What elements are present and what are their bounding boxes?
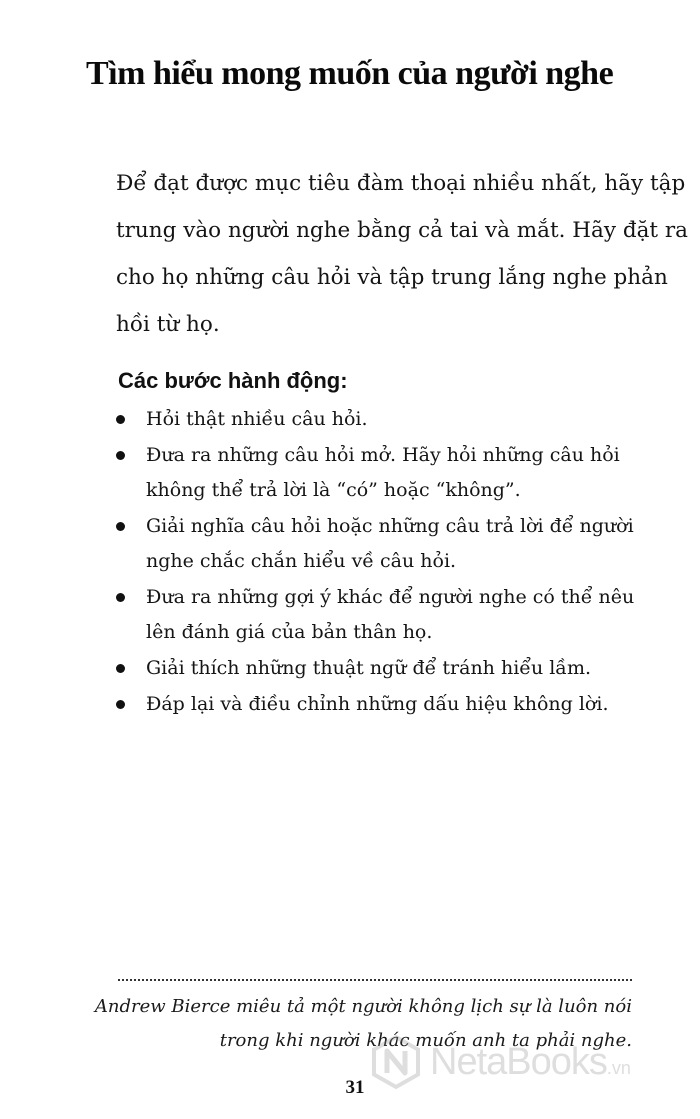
watermark bbox=[368, 1034, 631, 1090]
intro-paragraph bbox=[116, 160, 688, 348]
step-text: Đưa ra những gợi ý khác để người nghe có thể nêu bbox=[146, 586, 635, 608]
action-step bbox=[112, 651, 652, 686]
bullet-icon bbox=[116, 700, 125, 709]
action-step bbox=[112, 402, 652, 437]
intro-line: hồi từ họ. bbox=[116, 312, 220, 337]
watermark-brand-suffix: .vn bbox=[606, 1057, 631, 1078]
intro-line: Để đạt được mục tiêu đàm thoại nhiều nhất, hãy tập bbox=[116, 171, 686, 196]
step-text: Hỏi thật nhiều câu hỏi. bbox=[146, 408, 368, 430]
step-text: Đáp lại và điều chỉnh những dấu hiệu không lời. bbox=[146, 693, 609, 715]
bullet-icon bbox=[116, 593, 125, 602]
step-text: nghe chắc chắn hiểu về câu hỏi. bbox=[146, 550, 457, 572]
page-title: Tìm hiểu mong muốn của người nghe bbox=[86, 55, 614, 92]
quote-line: Andrew Bierce miêu tả một người không lịch sự là luôn nói bbox=[94, 996, 632, 1017]
action-step bbox=[112, 438, 652, 508]
intro-line: trung vào người nghe bằng cả tai và mắt. Hãy đặt ra bbox=[116, 218, 688, 243]
quote-line: trong khi người khác muốn anh ta phải nghe. bbox=[219, 1030, 632, 1051]
dotted-divider bbox=[118, 979, 632, 981]
action-steps-heading: Các bước hành động: bbox=[118, 368, 348, 393]
page-number: 31 bbox=[345, 1077, 365, 1098]
step-text: không thể trả lời là “có” hoặc “không”. bbox=[146, 479, 521, 501]
step-text: Đưa ra những câu hỏi mở. Hãy hỏi những câu hỏi bbox=[146, 444, 620, 466]
action-step bbox=[112, 687, 652, 722]
action-step bbox=[112, 580, 652, 650]
step-text: lên đánh giá của bản thân họ. bbox=[146, 621, 433, 643]
action-steps-list bbox=[112, 402, 652, 723]
bullet-icon bbox=[116, 415, 125, 424]
action-step bbox=[112, 509, 652, 579]
watermark-brand-name: NetaBooks bbox=[430, 1040, 607, 1083]
intro-line: cho họ những câu hỏi và tập trung lắng nghe phản bbox=[116, 265, 668, 290]
watermark-brand bbox=[430, 1041, 631, 1084]
bullet-icon bbox=[116, 451, 125, 460]
step-text: Giải thích những thuật ngữ để tránh hiểu lầm. bbox=[146, 657, 592, 679]
bullet-icon bbox=[116, 522, 125, 531]
bullet-icon bbox=[116, 664, 125, 673]
step-text: Giải nghĩa câu hỏi hoặc những câu trả lời để người bbox=[146, 515, 634, 537]
